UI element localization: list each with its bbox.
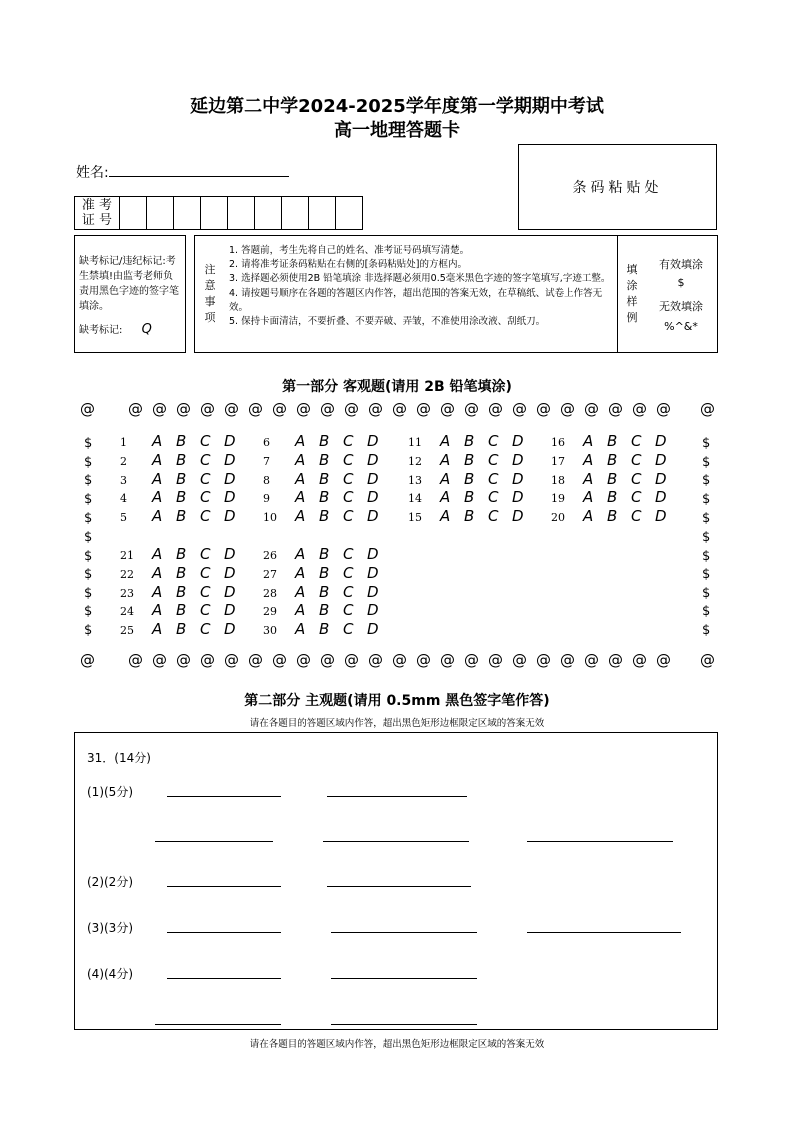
border-at-mark: @ [632, 400, 647, 418]
answer-line[interactable] [527, 841, 673, 842]
option-bubble-d[interactable]: D [655, 488, 667, 507]
option-bubble-b[interactable]: B [176, 601, 187, 620]
option-bubble-c[interactable]: C [343, 488, 354, 507]
border-dollar-right: $ [702, 567, 711, 582]
border-dollar-right: $ [702, 473, 711, 488]
border-at-mark: @ [440, 651, 455, 669]
id-digit-cell[interactable] [255, 197, 282, 230]
option-bubble-c[interactable]: C [200, 582, 211, 601]
border-at-mark: @ [392, 651, 407, 669]
border-at-mark: @ [344, 400, 359, 418]
question-number: 14 [408, 492, 422, 506]
option-bubble-a[interactable]: A [440, 488, 451, 507]
option-bubble-a[interactable]: A [440, 450, 451, 469]
notice-label: 注意事项 [204, 263, 216, 324]
border-dollar-left: $ [84, 549, 93, 564]
border-at-mark: @ [128, 400, 143, 418]
option-bubble-b[interactable]: B [319, 507, 330, 526]
option-bubble-b[interactable]: B [464, 469, 475, 488]
question-number: 27 [263, 567, 277, 581]
option-bubble-d[interactable]: D [367, 450, 379, 469]
border-at-mark: @ [272, 400, 287, 418]
border-at-mark: @ [248, 400, 263, 418]
option-bubble-d[interactable]: D [512, 432, 524, 450]
option-bubble-d[interactable]: D [512, 488, 524, 507]
border-at-mark: @ [584, 400, 599, 418]
border-at-mark: @ [320, 400, 335, 418]
option-bubble-a[interactable]: A [295, 582, 306, 601]
option-bubble-b[interactable]: B [607, 469, 618, 488]
border-at-mark: @ [512, 400, 527, 418]
option-bubble-a[interactable]: A [152, 450, 163, 469]
answer-line[interactable] [155, 841, 273, 842]
q31-sub4-label: (4)(4分) [87, 967, 133, 981]
border-at-mark: @ [560, 651, 575, 669]
option-bubble-b[interactable]: B [176, 450, 187, 469]
border-at-mark: @ [656, 651, 671, 669]
question-number: 1 [120, 436, 127, 449]
border-at-mark: @ [608, 651, 623, 669]
option-bubble-d[interactable]: D [367, 601, 379, 620]
option-bubble-b[interactable]: B [176, 469, 187, 488]
name-field[interactable] [76, 162, 289, 182]
border-at-mark: @ [416, 400, 431, 418]
option-bubble-b[interactable]: B [176, 545, 187, 563]
border-dollar-left: $ [84, 492, 93, 507]
option-bubble-c[interactable]: C [343, 450, 354, 469]
border-at-mark: @ [296, 400, 311, 418]
option-bubble-d[interactable]: D [367, 507, 379, 526]
border-dollar-left: $ [84, 473, 93, 488]
option-bubble-a[interactable]: A [152, 469, 163, 488]
missing-mark-label: 缺考标记: [79, 325, 123, 336]
option-bubble-c[interactable]: C [631, 488, 642, 507]
question-number: 10 [263, 511, 277, 525]
answer-line[interactable] [167, 978, 281, 979]
answer-line[interactable] [331, 978, 477, 979]
option-bubble-d[interactable]: D [512, 469, 524, 488]
border-at-mark: @ [176, 651, 191, 669]
name-label: 姓名: [76, 165, 109, 181]
option-bubble-a[interactable]: A [152, 601, 163, 620]
option-bubble-b[interactable]: B [319, 620, 330, 639]
option-bubble-a[interactable]: A [152, 582, 163, 601]
border-dollar-left: $ [84, 604, 93, 619]
border-dollar-left: $ [84, 511, 93, 526]
border-at-mark: @ [608, 400, 623, 418]
question-number: 18 [551, 473, 565, 487]
border-at-mark: @ [440, 400, 455, 418]
option-bubble-b[interactable]: B [464, 450, 475, 469]
exam-id-grid [74, 196, 363, 230]
notice-item: 4. 请按题号顺序在各题的答题区内作答，超出范围的答案无效，在草稿纸、试卷上作答无效。 [229, 287, 603, 313]
border-at-mark: @ [488, 400, 503, 418]
option-bubble-a[interactable]: A [583, 450, 594, 469]
id-digit-cell[interactable] [228, 197, 255, 230]
id-digit-cell[interactable] [147, 197, 174, 230]
option-bubble-b[interactable]: B [176, 620, 187, 639]
answer-line[interactable] [527, 932, 681, 933]
question-number: 9 [263, 492, 270, 506]
option-bubble-c[interactable]: C [631, 507, 642, 526]
answer-line[interactable] [167, 932, 281, 933]
option-bubble-a[interactable]: A [583, 488, 594, 507]
option-bubble-c[interactable]: C [343, 432, 354, 450]
question-number: 3 [120, 473, 127, 487]
border-at-mark: @ [488, 651, 503, 669]
exam-title: 延边第二中学2024-2025学年度第一学期期中考试 [190, 96, 604, 117]
option-bubble-d[interactable]: D [224, 545, 236, 563]
option-bubble-b[interactable]: B [464, 488, 475, 507]
option-bubble-b[interactable]: B [319, 601, 330, 620]
sample-divider [617, 236, 618, 352]
option-bubble-c[interactable]: C [200, 620, 211, 639]
question-number: 13 [408, 473, 422, 487]
option-bubble-a[interactable]: A [440, 432, 451, 450]
option-bubble-a[interactable]: A [295, 507, 306, 526]
option-bubble-c[interactable]: C [200, 545, 211, 563]
barcode-label: 条码粘贴处 [572, 180, 663, 196]
border-dollar-right: $ [702, 604, 711, 619]
option-bubble-a[interactable]: A [583, 507, 594, 526]
id-digit-cell[interactable] [174, 197, 201, 230]
option-bubble-c[interactable]: C [200, 469, 211, 488]
missing-mark-box [74, 235, 186, 353]
missing-mark-text: 缺考标记/违纪标记:考生禁填!由监考老师负责用黑色字迹的签字笔填涂。 [79, 256, 179, 312]
question-number: 19 [551, 492, 565, 506]
option-bubble-a[interactable]: A [440, 469, 451, 488]
answer-line[interactable] [331, 932, 477, 933]
answer-sheet-title: 高一地理答题卡 [334, 120, 460, 141]
option-bubble-b[interactable]: B [319, 432, 330, 450]
valid-fill-mark: $ [677, 276, 685, 289]
question-number: 30 [263, 624, 277, 638]
id-digit-cell[interactable] [309, 197, 336, 230]
border-at-mark: @ [536, 651, 551, 669]
option-bubble-b[interactable]: B [176, 432, 187, 450]
question-number: 12 [408, 454, 422, 468]
answer-line[interactable] [167, 796, 281, 797]
option-bubble-a[interactable]: A [295, 545, 306, 563]
question-number: 7 [263, 454, 270, 468]
option-bubble-d[interactable]: D [224, 507, 236, 526]
question-number: 11 [408, 436, 422, 449]
option-bubble-c[interactable]: C [200, 450, 211, 469]
option-bubble-a[interactable]: A [295, 563, 306, 582]
option-bubble-c[interactable]: C [343, 469, 354, 488]
option-bubble-c[interactable]: C [200, 563, 211, 582]
q31-label: 31．(14分) [87, 751, 151, 765]
option-bubble-a[interactable]: A [295, 488, 306, 507]
option-bubble-d[interactable]: D [224, 620, 236, 639]
border-at-mark: @ [464, 400, 479, 418]
answer-line[interactable] [331, 1024, 477, 1025]
option-bubble-b[interactable]: B [607, 507, 618, 526]
id-digit-cell[interactable] [282, 197, 309, 230]
option-bubble-c[interactable]: C [488, 450, 499, 469]
answer-line[interactable] [155, 1024, 281, 1025]
border-at-mark: @ [584, 651, 599, 669]
missing-mark-row [79, 322, 181, 338]
option-bubble-c[interactable]: C [631, 450, 642, 469]
option-bubble-c[interactable]: C [488, 488, 499, 507]
id-digit-cell[interactable] [336, 197, 363, 230]
option-bubble-b[interactable]: B [464, 432, 475, 450]
option-bubble-c[interactable]: C [631, 469, 642, 488]
invalid-fill-label: 无效填涂 [659, 300, 703, 313]
option-bubble-d[interactable]: D [367, 563, 379, 582]
question-number: 29 [263, 605, 277, 619]
option-bubble-d[interactable]: D [655, 450, 667, 469]
border-at-mark: @ [392, 400, 407, 418]
border-at-mark: @ [536, 400, 551, 418]
option-bubble-d[interactable]: D [224, 450, 236, 469]
border-dollar-left: $ [84, 586, 93, 601]
question-number: 16 [551, 436, 565, 449]
question-number: 25 [120, 624, 134, 638]
border-at-mark: @ [80, 651, 95, 669]
border-dollar-right: $ [702, 586, 711, 601]
q31-sub3-label: (3)(3分) [87, 921, 133, 935]
missing-mark-bubble[interactable]: Q [141, 322, 152, 337]
option-bubble-b[interactable]: B [607, 450, 618, 469]
border-dollar-right: $ [702, 511, 711, 526]
option-bubble-c[interactable]: C [631, 432, 642, 450]
option-bubble-d[interactable]: D [655, 432, 667, 450]
border-dollar-right: $ [702, 623, 711, 638]
answer-line[interactable] [327, 886, 471, 887]
answer-line[interactable] [167, 886, 281, 887]
option-bubble-b[interactable]: B [319, 582, 330, 601]
option-bubble-d[interactable]: D [512, 450, 524, 469]
border-at-mark: @ [464, 651, 479, 669]
answer-line[interactable] [323, 841, 469, 842]
option-bubble-d[interactable]: D [224, 563, 236, 582]
option-bubble-b[interactable]: B [319, 488, 330, 507]
question-number: 26 [263, 549, 277, 562]
question-number: 21 [120, 549, 134, 562]
option-bubble-c[interactable]: C [343, 563, 354, 582]
notice-item: 2. 请将准考证条码粘贴在右侧的[条码粘贴处]的方框内。 [229, 259, 467, 271]
border-at-mark: @ [272, 651, 287, 669]
question-number: 23 [120, 586, 134, 600]
option-bubble-a[interactable]: A [152, 545, 163, 563]
option-bubble-d[interactable]: D [224, 469, 236, 488]
border-at-mark: @ [152, 400, 167, 418]
id-digit-cell[interactable] [201, 197, 228, 230]
notice-item: 3. 选择题必须使用2B 铅笔填涂 非选择题必须用0.5毫米黑色字迹的签字笔填写,字迹工整。 [229, 273, 611, 285]
option-bubble-a[interactable]: A [152, 432, 163, 450]
question-number: 5 [120, 511, 127, 525]
border-at-mark: @ [512, 651, 527, 669]
option-bubble-a[interactable]: A [583, 469, 594, 488]
question-number: 28 [263, 586, 277, 600]
option-bubble-d[interactable]: D [367, 545, 379, 563]
exam-id-label [75, 197, 120, 230]
border-at-mark: @ [248, 651, 263, 669]
border-at-mark: @ [200, 400, 215, 418]
option-bubble-c[interactable]: C [343, 545, 354, 563]
border-at-mark: @ [368, 651, 383, 669]
option-bubble-a[interactable]: A [440, 507, 451, 526]
border-at-mark: @ [560, 400, 575, 418]
question-number: 6 [263, 436, 270, 449]
option-bubble-d[interactable]: D [367, 432, 379, 450]
option-bubble-c[interactable]: C [488, 432, 499, 450]
part1-title: 第一部分 客观题(请用 2B 铅笔填涂) [282, 379, 512, 395]
option-bubble-c[interactable]: C [343, 582, 354, 601]
option-bubble-c[interactable]: C [343, 507, 354, 526]
notice-box [194, 235, 718, 353]
option-bubble-b[interactable]: B [176, 563, 187, 582]
option-bubble-a[interactable]: A [295, 469, 306, 488]
option-bubble-d[interactable]: D [224, 601, 236, 620]
question-number: 22 [120, 567, 134, 581]
question-number: 8 [263, 473, 270, 487]
border-at-mark: @ [700, 400, 715, 418]
option-bubble-b[interactable]: B [176, 582, 187, 601]
answer-area-note-top: 请在各题目的答题区域内作答，超出黑色矩形边框限定区域的答案无效 [249, 718, 545, 729]
subjective-answer-box [74, 732, 718, 1030]
option-bubble-d[interactable]: D [224, 432, 236, 450]
border-dollar-left: $ [84, 567, 93, 582]
border-at-mark: @ [320, 651, 335, 669]
answer-area-note-bottom: 请在各题目的答题区域内作答，超出黑色矩形边框限定区域的答案无效 [249, 1039, 545, 1050]
border-at-mark: @ [416, 651, 431, 669]
option-bubble-c[interactable]: C [343, 601, 354, 620]
option-bubble-b[interactable]: B [319, 450, 330, 469]
id-digit-cell[interactable] [120, 197, 147, 230]
border-at-mark: @ [296, 651, 311, 669]
option-bubble-a[interactable]: A [295, 620, 306, 639]
notice-item: 5. 保持卡面清洁，不要折叠、不要弄破、弄皱，不准使用涂改液、刮纸刀。 [229, 316, 546, 328]
border-at-mark: @ [224, 651, 239, 669]
border-at-mark: @ [152, 651, 167, 669]
option-bubble-b[interactable]: B [176, 488, 187, 507]
border-dollar-right: $ [702, 492, 711, 507]
question-number: 2 [120, 454, 127, 468]
option-bubble-c[interactable]: C [200, 507, 211, 526]
notice-list [229, 244, 615, 329]
border-at-mark: @ [176, 400, 191, 418]
option-bubble-a[interactable]: A [583, 432, 594, 450]
option-bubble-d[interactable]: D [367, 582, 379, 601]
option-bubble-b[interactable]: B [464, 507, 475, 526]
exam-id-label-line2: 证 号 [81, 213, 113, 228]
option-bubble-c[interactable]: C [200, 432, 211, 450]
option-bubble-b[interactable]: B [319, 469, 330, 488]
question-number: 17 [551, 454, 565, 468]
part2-title: 第二部分 主观题(请用 0.5mm 黑色签字笔作答) [244, 693, 550, 709]
border-dollar-right: $ [702, 530, 711, 545]
option-bubble-b[interactable]: B [319, 563, 330, 582]
q31-sub1-label: (1)(5分) [87, 785, 133, 799]
exam-id-label-line1: 准 考 [81, 198, 113, 213]
border-at-mark: @ [632, 651, 647, 669]
option-bubble-b[interactable]: B [176, 507, 187, 526]
option-bubble-c[interactable]: C [488, 507, 499, 526]
border-dollar-left: $ [84, 623, 93, 638]
option-bubble-d[interactable]: D [655, 469, 667, 488]
option-bubble-a[interactable]: A [152, 488, 163, 507]
option-bubble-a[interactable]: A [152, 620, 163, 639]
sample-label: 填涂样例 [626, 263, 638, 324]
option-bubble-c[interactable]: C [343, 620, 354, 639]
border-at-mark: @ [80, 400, 95, 418]
option-bubble-d[interactable]: D [224, 488, 236, 507]
option-bubble-b[interactable]: B [607, 488, 618, 507]
option-bubble-d[interactable]: D [512, 507, 524, 526]
option-bubble-c[interactable]: C [200, 488, 211, 507]
border-dollar-left: $ [84, 436, 93, 451]
border-dollar-right: $ [702, 455, 711, 470]
answer-line[interactable] [327, 796, 467, 797]
border-at-mark: @ [224, 400, 239, 418]
option-bubble-c[interactable]: C [488, 469, 499, 488]
barcode-area [518, 144, 717, 230]
option-bubble-a[interactable]: A [295, 432, 306, 450]
question-number: 20 [551, 511, 565, 525]
border-dollar-left: $ [84, 530, 93, 545]
border-at-mark: @ [656, 400, 671, 418]
valid-fill-label: 有效填涂 [659, 258, 703, 271]
border-dollar-right: $ [702, 549, 711, 564]
option-bubble-a[interactable]: A [152, 507, 163, 526]
border-dollar-right: $ [702, 436, 711, 451]
q31-sub2-label: (2)(2分) [87, 875, 133, 889]
border-at-mark: @ [344, 651, 359, 669]
border-dollar-left: $ [84, 455, 93, 470]
option-bubble-a[interactable]: A [295, 450, 306, 469]
option-bubble-d[interactable]: D [655, 507, 667, 526]
option-bubble-c[interactable]: C [200, 601, 211, 620]
invalid-fill-mark: %^&* [664, 320, 698, 333]
question-number: 15 [408, 511, 422, 525]
option-bubble-a[interactable]: A [295, 601, 306, 620]
option-bubble-d[interactable]: D [367, 620, 379, 639]
border-at-mark: @ [128, 651, 143, 669]
option-bubble-d[interactable]: D [367, 488, 379, 507]
question-number: 24 [120, 605, 134, 619]
question-number: 4 [120, 492, 127, 506]
option-bubble-d[interactable]: D [367, 469, 379, 488]
notice-item: 1. 答题前，考生先将自己的姓名、准考证号码填写清楚。 [229, 245, 470, 256]
border-at-mark: @ [368, 400, 383, 418]
name-line[interactable] [109, 164, 289, 177]
option-bubble-d[interactable]: D [224, 582, 236, 601]
option-bubble-b[interactable]: B [607, 432, 618, 450]
option-bubble-a[interactable]: A [152, 563, 163, 582]
border-at-mark: @ [700, 651, 715, 669]
border-at-mark: @ [200, 651, 215, 669]
option-bubble-b[interactable]: B [319, 545, 330, 563]
